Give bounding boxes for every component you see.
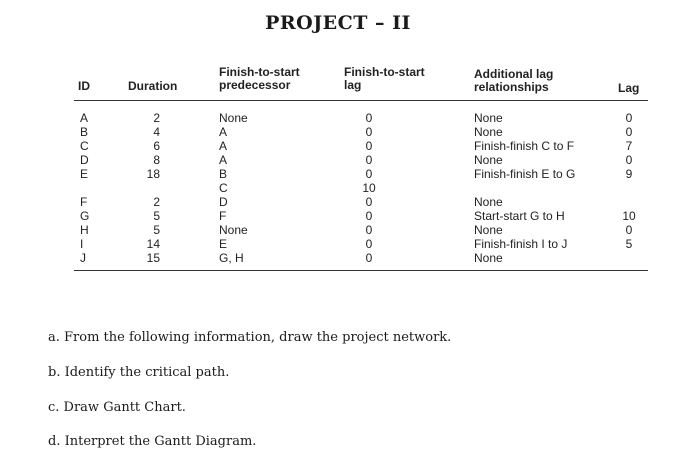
table-cell: 0 xyxy=(365,111,373,125)
table-cell: I xyxy=(80,237,84,251)
table-cell: G xyxy=(80,209,90,223)
table-cell: H xyxy=(80,223,89,237)
table-cell: 0 xyxy=(365,167,373,181)
table-cell: B xyxy=(80,125,89,139)
table-cell: 0 xyxy=(365,195,373,209)
table-cell: 2 xyxy=(153,195,160,209)
table-cell: 4 xyxy=(153,125,160,139)
table-cell: C xyxy=(219,181,228,195)
activity-table xyxy=(74,62,648,300)
table-cell: 0 xyxy=(365,223,373,237)
table-cell: None xyxy=(474,251,503,265)
header-id: ID xyxy=(78,79,90,93)
table-cell: F xyxy=(80,195,88,209)
table-cell: None xyxy=(219,223,248,237)
table-cell: 18 xyxy=(146,167,160,181)
table-bottom-rule xyxy=(74,270,648,271)
table-cell: B xyxy=(219,167,228,181)
table-cell xyxy=(612,195,646,209)
table-cell: 0 xyxy=(625,153,633,167)
table-cell: 10 xyxy=(622,209,636,223)
table-cell: Finish-finish C to F xyxy=(474,139,575,153)
table-cell: Finish-finish I to J xyxy=(474,237,568,251)
table-cell: 0 xyxy=(365,139,373,153)
header-divider xyxy=(74,100,648,101)
table-cell xyxy=(474,181,575,195)
table-cell: E xyxy=(80,167,89,181)
table-cell xyxy=(80,181,89,195)
table-cell: C xyxy=(80,139,89,153)
table-cell: A xyxy=(80,111,89,125)
question-a: a. From the following information, draw the project network. xyxy=(48,330,452,345)
table-cell: 0 xyxy=(625,223,633,237)
table-cell: 10 xyxy=(362,181,376,195)
table-cell: 5 xyxy=(153,223,160,237)
table-cell: None xyxy=(474,111,503,125)
id-column xyxy=(80,111,89,265)
table-cell: 9 xyxy=(625,167,633,181)
table-cell: G, H xyxy=(219,251,244,265)
table-cell: None xyxy=(474,195,503,209)
table-cell: F xyxy=(219,209,227,223)
table-cell: None xyxy=(474,125,503,139)
table-cell: D xyxy=(80,153,89,167)
table-cell: A xyxy=(219,153,228,167)
table-cell: 14 xyxy=(146,237,160,251)
table-cell: E xyxy=(219,237,228,251)
table-cell: 0 xyxy=(365,237,373,251)
table-cell: None xyxy=(219,111,248,125)
question-b: b. Identify the critical path. xyxy=(48,365,230,380)
table-cell: 15 xyxy=(146,251,160,265)
table-cell: None xyxy=(474,153,503,167)
table-cell: 0 xyxy=(365,251,373,265)
table-cell: Finish-finish E to G xyxy=(474,167,576,181)
table-cell: 6 xyxy=(153,139,160,153)
table-cell: None xyxy=(474,223,503,237)
fs-lag-column xyxy=(354,111,384,265)
page-title: PROJECT – II xyxy=(265,12,411,34)
table-cell: 0 xyxy=(625,125,633,139)
additional-lag-column xyxy=(474,111,575,265)
header-fs-predecessor: Finish-to-start predecessor xyxy=(219,65,300,92)
question-d: d. Interpret the Gantt Diagram. xyxy=(48,434,257,449)
table-cell: 5 xyxy=(153,209,160,223)
header-duration: Duration xyxy=(128,79,178,93)
duration-column xyxy=(122,111,160,265)
table-cell: 0 xyxy=(625,111,633,125)
header-lag: Lag xyxy=(618,81,640,95)
table-cell: A xyxy=(219,125,228,139)
header-additional-lag: Additional lag relationships xyxy=(474,67,554,94)
table-cell: 8 xyxy=(153,153,160,167)
table-cell: 7 xyxy=(625,139,633,153)
predecessor-column xyxy=(219,111,248,265)
lag-column xyxy=(612,111,646,265)
table-cell: 0 xyxy=(365,153,373,167)
header-fs-lag: Finish-to-start lag xyxy=(344,65,425,92)
question-c: c. Draw Gantt Chart. xyxy=(48,400,186,415)
table-cell xyxy=(612,251,646,265)
table-cell: 0 xyxy=(365,209,373,223)
table-cell: J xyxy=(80,251,86,265)
table-cell xyxy=(612,181,646,195)
table-cell: A xyxy=(219,139,228,153)
table-cell: 5 xyxy=(625,237,633,251)
table-cell: D xyxy=(219,195,228,209)
table-cell: 2 xyxy=(153,111,160,125)
table-cell: Start-start G to H xyxy=(474,209,565,223)
table-cell: 0 xyxy=(365,125,373,139)
table-cell xyxy=(122,181,160,195)
